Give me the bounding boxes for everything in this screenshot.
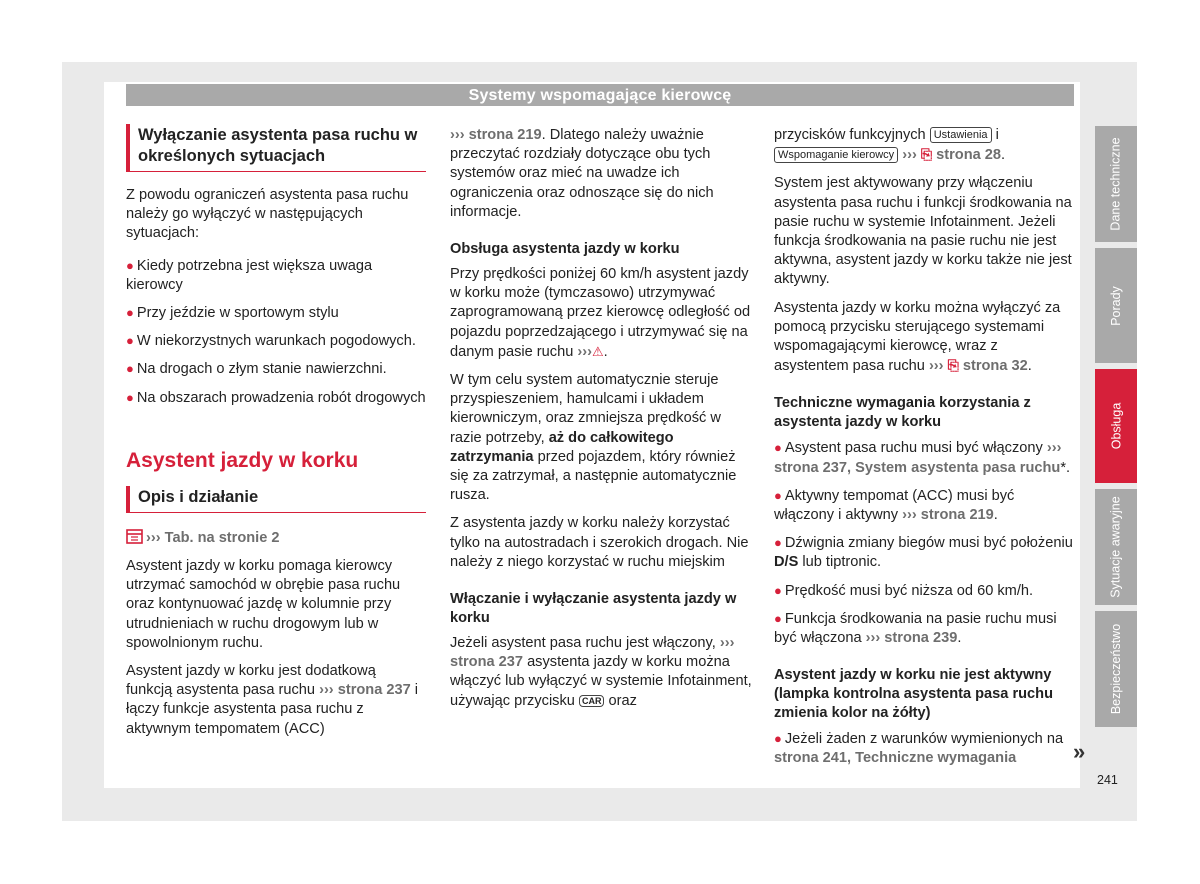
function-button-driver-assist: Wspomaganie kierowcy [774, 147, 898, 163]
chapter-heading-traffic-jam-assist: Asystent jazdy w korku [126, 448, 359, 472]
bullet-icon: ● [126, 361, 134, 377]
side-tab-dane-techniczne[interactable]: Dane techniczne [1095, 126, 1137, 242]
table-reference-icon [126, 529, 143, 544]
column-2 [450, 126, 755, 720]
description-paragraph: Asystent jazdy w korku pomaga kierowcy utrzymać samochód w obrębie pasa ruchu oraz kontynuować jazdę w kolumnie przy utrudnieniach w ruchu drogowym lub w spowolnionym ruchu. [126, 558, 401, 651]
bullet-icon: ● [126, 257, 134, 273]
page-link[interactable]: strona 241, Techniczne wymagania [774, 750, 1017, 767]
paragraph: Z asystenta jazdy w korku należy korzystać tylko na autostradach i szerokich drogach. Nie należy z niego korzystać w ruchu miejskim [450, 515, 749, 570]
section-heading-disable-lane-assist: Wyłączanie asystenta pasa ruchu w określonych sytuacjach [126, 124, 426, 172]
bullet-icon: ● [774, 731, 782, 747]
list-item: ● Na drogach o złym stanie nawierzchni. [126, 361, 387, 378]
warning-triangle-icon: ⚠ [591, 343, 604, 359]
side-tab-sytuacje-awaryjne[interactable]: Sytuacje awaryjne [1095, 489, 1137, 605]
page-link[interactable]: ››› strona 237 [319, 682, 411, 699]
subheading-not-active: Asystent jazdy w korku nie jest aktywny (lampka kontrolna asystenta pasa ruchu zmienia kolor na żółty) [774, 667, 1053, 722]
page-number: 241 [1097, 773, 1118, 787]
bullet-icon: ● [774, 610, 782, 626]
page-link[interactable]: ››› strona 237 [450, 635, 735, 671]
tab-reference[interactable]: ››› Tab. na stronie 2 [126, 529, 426, 548]
list-item: ● W niekorzystnych warunkach pogodowych. [126, 333, 416, 350]
page-link[interactable]: ››› strona 237, System asystenta pasa ruchu [774, 440, 1062, 476]
page-link[interactable]: ››› strona 219 [450, 127, 542, 143]
side-tab-obsluga[interactable]: Obsługa [1095, 369, 1137, 483]
list-item: ● Aktywny tempomat (ACC) musi być włączony i aktywny ››› strona 219. [774, 487, 1015, 524]
bullet-icon: ● [126, 389, 134, 405]
page-link[interactable]: ››› strona 239 [865, 630, 958, 647]
column-1 [126, 124, 426, 748]
list-item: ● Przy jeździe w sportowym stylu [126, 305, 339, 322]
paragraph: przycisków funkcyjnych Ustawienia i Wspomaganie kierowcy ››› ⎘ strona 28. [774, 127, 1006, 164]
list-item: ● Funkcja środkowania na pasie ruchu musi być włączona ››› strona 239. [774, 610, 1057, 647]
page-link[interactable]: strona 28 [936, 147, 1002, 164]
bullet-icon: ● [774, 535, 782, 551]
description-paragraph-2: Asystent jazdy w korku jest dodatkową funkcją asystenta pasa ruchu ››› strona 237 i łączy funkcje asystenta pasa ruchu z aktywnym tempomatem (ACC) [126, 663, 419, 737]
list-item: ● Asystent pasa ruchu musi być włączony ››› strona 237, System asystenta pasa ruchu*. [774, 440, 1071, 476]
function-button-settings: Ustawienia [930, 127, 992, 143]
book-reference-icon: ⎘ [947, 357, 959, 374]
list-item: ● Prędkość musi być niższa od 60 km/h. [774, 582, 1034, 599]
bullet-icon: ● [774, 487, 782, 503]
list-item: ● Na obszarach prowadzenia robót drogowych [126, 389, 426, 406]
chapter-header: Systemy wspomagające kierowcę [126, 84, 1074, 106]
list-item: ● Kiedy potrzebna jest większa uwaga kierowcy [126, 257, 373, 293]
subheading-enable-disable: Włączanie i wyłączanie asystenta jazdy w korku [450, 591, 737, 627]
paragraph: Asystenta jazdy w korku można wyłączyć za pomocą przycisku sterującego systemami wspomagającymi kierowcę, wraz z asystentem pasa ruchu ››› ⎘ strona 32. [774, 299, 1061, 375]
paragraph: ››› strona 219. Dlatego należy uważnie przeczytać rozdziały dotyczące obu tych systemów oraz mieć na uwadze ich ograniczenia oraz odnoszące się do nich informacje. [450, 127, 714, 220]
bullet-icon: ● [774, 440, 782, 456]
section-heading-description: Opis i działanie [126, 486, 426, 513]
book-reference-icon: ⎘ [920, 146, 933, 163]
subheading-technical-requirements: Techniczne wymagania korzystania z asystenta jazdy w korku [774, 395, 1031, 431]
subheading-operation: Obsługa asystenta jazdy w korku [450, 241, 680, 258]
side-tab-bezpieczenstwo[interactable]: Bezpieczeństwo [1095, 611, 1137, 727]
warning-link[interactable]: ››› [577, 343, 592, 360]
bullet-icon: ● [126, 333, 134, 349]
list-item: ● Dźwignia zmiany biegów musi być położeniu D/S lub tiptronic. [774, 535, 1073, 571]
column-3 [774, 126, 1074, 777]
list-item: ● Jeżeli żaden z warunków wymienionych na strona 241, Techniczne wymagania [774, 731, 1064, 767]
paragraph: System jest aktywowany przy włączeniu asystenta pasa ruchu i funkcji środkowania na pasie ruchu w systemie Infotainment. Jeżeli funkcja środkowania na pasie ruchu nie jest aktywna, asystent jazdy w korku także nie jest aktywny. [774, 175, 1072, 288]
paragraph: Jeżeli asystent pasa ruchu jest włączony, ››› strona 237 asystenta jazdy w korku można włączyć lub wyłączyć w systemie Infotainment, używając przycisku CAR oraz [450, 635, 752, 709]
paragraph: Przy prędkości poniżej 60 km/h asystent jazdy w korku może (tymczasowo) utrzymywać zaprogramowaną przez kierowcę odległość od pojazdu poprzedzającego i utrzymywać się na danym pasie ruchu ›››⚠. [450, 266, 751, 360]
bullet-icon: ● [126, 305, 134, 321]
bullet-icon: ● [774, 582, 782, 598]
paragraph: W tym celu system automatycznie steruje przyspieszeniem, hamulcami i układem kierowniczym, oraz zmniejsza prędkość w razie potrzeby, aż do całkowitego zatrzymania przed pojazdem, który również się za zatrzymał, a następnie automatycznie rusza. [450, 372, 737, 504]
car-button-icon: CAR [579, 695, 605, 707]
intro-paragraph: Z powodu ograniczeń asystenta pasa ruchu należy go wyłączyć w następujących sytuacjach: [126, 187, 409, 242]
page-link[interactable]: strona 32 [962, 358, 1028, 375]
page-link[interactable]: ››› strona 219 [902, 507, 994, 524]
side-tab-porady[interactable]: Porady [1095, 248, 1137, 363]
continue-arrow-icon: » [1073, 739, 1086, 764]
